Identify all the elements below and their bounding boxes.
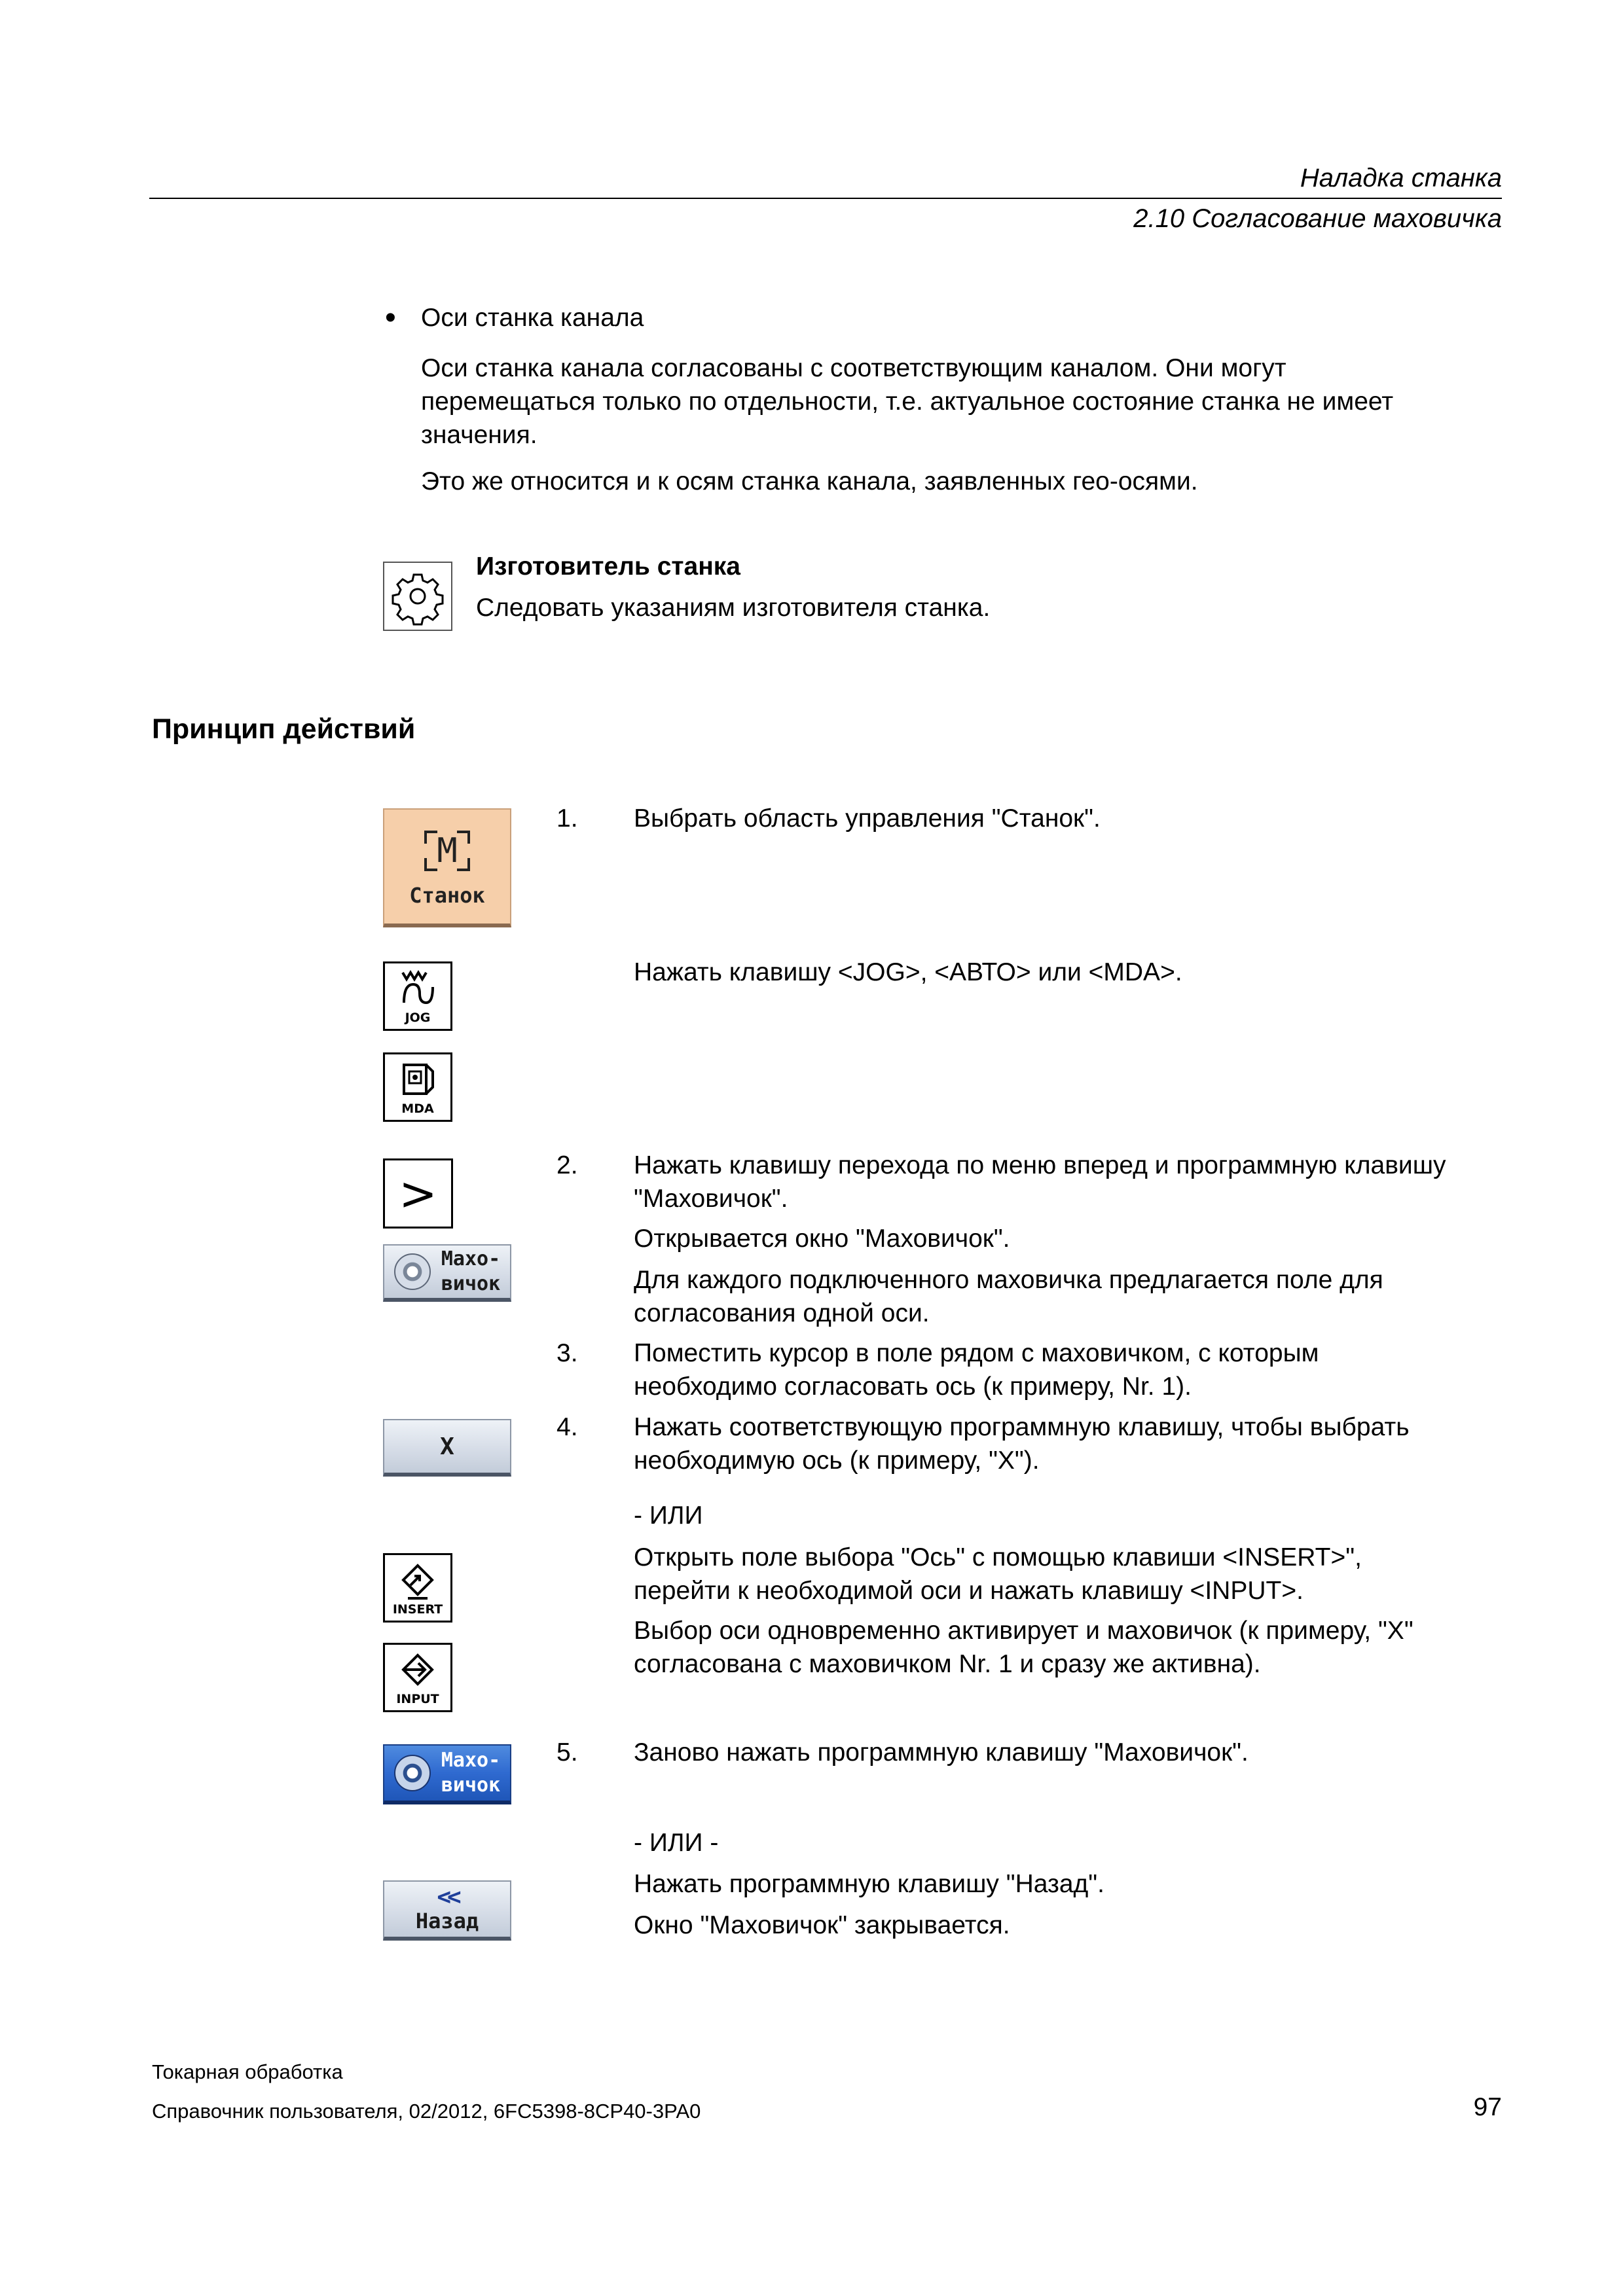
intro-paragraph-1: Оси станка канала согласованы с соответствующим каналом. Они могут перемещаться только по отдельности, т.е. актуальное состояние станка не имеет значения. [421, 354, 1394, 449]
note-title: Изготовитель станка [476, 552, 740, 581]
intro-paragraph-2: Это же относится и к осям станка канала, заявленных гео-осями. [421, 467, 1198, 495]
bullet-title: Оси станка канала [421, 304, 644, 332]
machine-icon: M [424, 831, 470, 871]
bullet-icon: • [385, 300, 396, 335]
machine-area-label: Станок [409, 883, 485, 908]
handwheel-softkey[interactable]: Махо- вичок [383, 1244, 511, 1302]
menu-forward-key[interactable] [383, 1158, 453, 1229]
handwheel-softkey-active[interactable]: Махо- вичок [383, 1744, 511, 1804]
double-chevron-left-icon: << [437, 1884, 458, 1910]
note-text: Следовать указаниям изготовителя станка. [476, 594, 991, 622]
insert-key[interactable]: INSERT [383, 1553, 452, 1623]
running-header-section: 2.10 Согласование маховичка [1133, 204, 1502, 233]
jog-key[interactable]: JOG [383, 961, 452, 1031]
section-title: Принцип действий [152, 713, 416, 745]
handwheel-icon [394, 1253, 431, 1290]
step-4-or: - ИЛИ [634, 1501, 703, 1530]
step-5-or: - ИЛИ - [634, 1829, 719, 1857]
chevron-right-icon: > [399, 1166, 437, 1221]
insert-icon [395, 1562, 441, 1602]
step-5-alternative: Нажать программную клавишу "Назад". [634, 1870, 1104, 1898]
axis-x-softkey[interactable]: X [383, 1419, 511, 1477]
input-icon [395, 1651, 441, 1692]
step-2-subtext-2: Для каждого подключенного маховичка предлагается поле для согласования одной оси. [634, 1266, 1383, 1327]
step-1-subtext: Нажать клавишу <JOG>, <АВТО> или <MDA>. [634, 958, 1182, 986]
step-1-number: 1. [556, 804, 578, 833]
machine-area-button[interactable] [383, 808, 511, 927]
step-4-number: 4. [556, 1413, 578, 1441]
gear-icon [383, 562, 452, 631]
handwheel-icon [394, 1755, 431, 1791]
step-5-text: Заново нажать программную клавишу "Маховичок". [634, 1738, 1249, 1767]
header-rule [149, 198, 1502, 199]
back-softkey[interactable]: << Назад [383, 1880, 511, 1941]
running-header-chapter: Наладка станка [1300, 164, 1502, 192]
page-number: 97 [1473, 2093, 1502, 2121]
step-2-text: Нажать клавишу перехода по меню вперед и программную клавишу "Маховичок". [634, 1151, 1446, 1213]
mda-icon [395, 1061, 441, 1102]
step-3-number: 3. [556, 1339, 578, 1367]
step-1-text: Выбрать область управления "Станок". [634, 804, 1101, 833]
step-2-subtext-1: Открывается окно "Маховичок". [634, 1225, 1010, 1253]
step-5-number: 5. [556, 1738, 578, 1767]
step-4-result: Выбор оси одновременно активирует и маховичок (к примеру, "X" согласована с маховичком Nr. 1 и сразу же активна). [634, 1617, 1413, 1678]
step-3-text: Поместить курсор в поле рядом с маховичком, с которым необходимо согласовать ось (к примеру, Nr. 1). [634, 1339, 1319, 1401]
footer-title: Токарная обработка [152, 2060, 343, 2083]
jog-icon [395, 969, 441, 1011]
step-4-text: Нажать соответствующую программную клавишу, чтобы выбрать необходимую ось (к примеру, "X"). [634, 1413, 1410, 1475]
step-5-result: Окно "Маховичок" закрывается. [634, 1911, 1010, 1939]
step-4-alternative: Открыть поле выбора "Ось" с помощью клавиши <INSERT>", перейти к необходимой оси и нажать клавишу <INPUT>. [634, 1543, 1362, 1605]
mda-key[interactable]: MDA [383, 1052, 452, 1122]
footer-document-id: Справочник пользователя, 02/2012, 6FC5398-8CP40-3PA0 [152, 2100, 701, 2123]
input-key[interactable]: INPUT [383, 1643, 452, 1712]
step-2-number: 2. [556, 1151, 578, 1179]
